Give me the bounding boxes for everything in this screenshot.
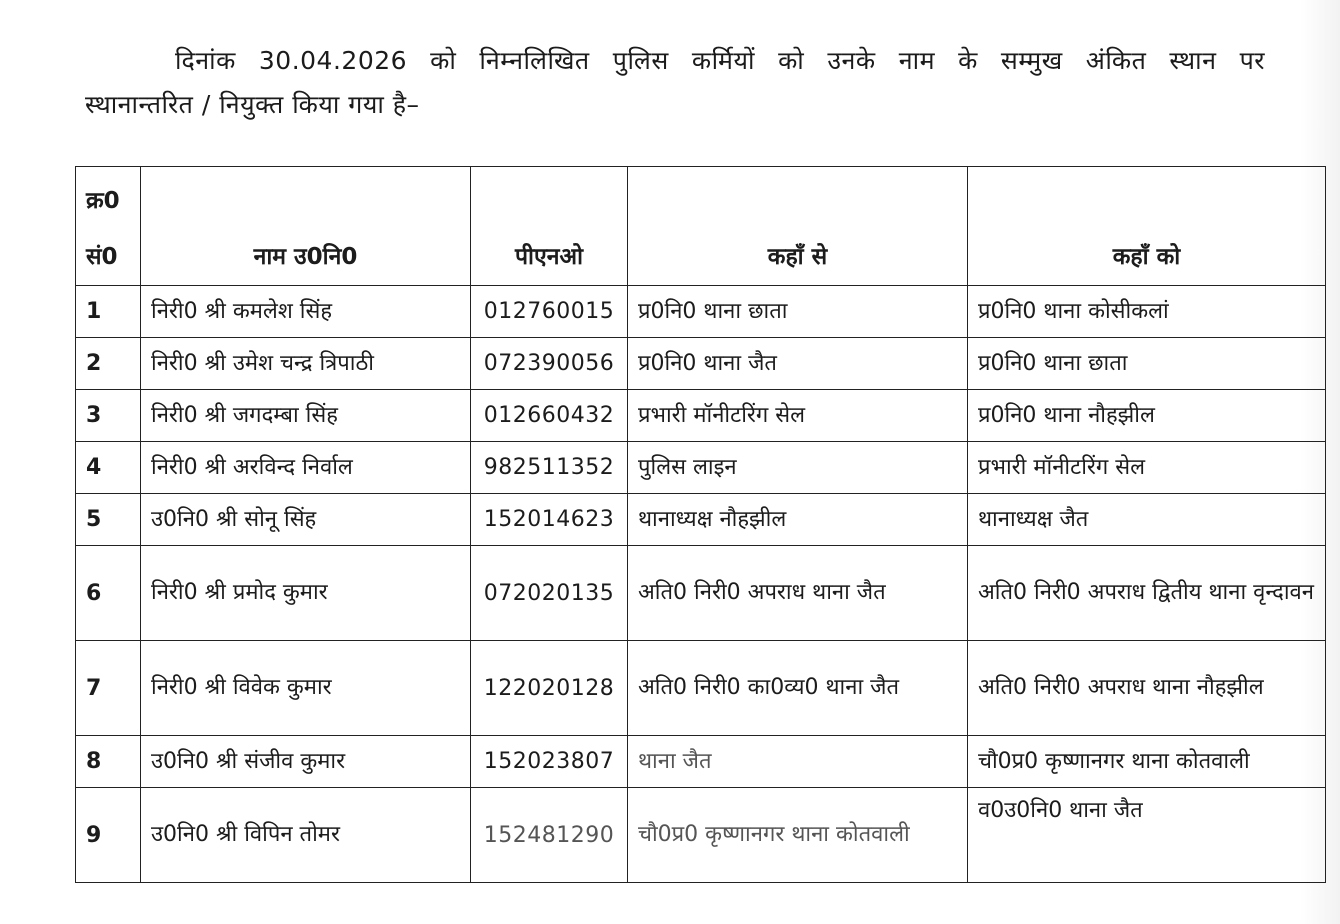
row-to: प्र0नि0 थाना नौहझील bbox=[968, 390, 1326, 442]
table-body bbox=[76, 286, 1326, 883]
table-row bbox=[76, 641, 1326, 736]
row-pno: 012660432 bbox=[471, 390, 628, 442]
row-from: थानाध्यक्ष नौहझील bbox=[628, 494, 968, 546]
row-name: उ0नि0 श्री विपिन तोमर bbox=[141, 788, 471, 883]
row-from: प्र0नि0 थाना छाता bbox=[628, 286, 968, 338]
row-name: निरी0 श्री जगदम्बा सिंह bbox=[141, 390, 471, 442]
row-serial-number: 5 bbox=[76, 494, 141, 546]
row-to: अति0 निरी0 अपराध द्वितीय थाना वृन्दावन bbox=[968, 546, 1326, 641]
row-pno: 152014623 bbox=[471, 494, 628, 546]
header-name: नाम उ0नि0 bbox=[141, 167, 471, 286]
row-to: व0उ0नि0 थाना जैत bbox=[968, 788, 1326, 883]
row-serial-number: 7 bbox=[76, 641, 141, 736]
row-name: निरी0 श्री विवेक कुमार bbox=[141, 641, 471, 736]
row-from: चौ0प्र0 कृष्णानगर थाना कोतवाली bbox=[628, 788, 968, 883]
header-pno: पीएनओ bbox=[471, 167, 628, 286]
row-name: निरी0 श्री प्रमोद कुमार bbox=[141, 546, 471, 641]
row-pno: 152023807 bbox=[471, 736, 628, 788]
row-serial-number: 8 bbox=[76, 736, 141, 788]
transfer-table bbox=[75, 166, 1326, 883]
header-to: कहाँ को bbox=[968, 167, 1326, 286]
row-from: प्र0नि0 थाना जैत bbox=[628, 338, 968, 390]
row-to: थानाध्यक्ष जैत bbox=[968, 494, 1326, 546]
row-pno: 072390056 bbox=[471, 338, 628, 390]
row-pno: 012760015 bbox=[471, 286, 628, 338]
row-pno: 072020135 bbox=[471, 546, 628, 641]
row-from: पुलिस लाइन bbox=[628, 442, 968, 494]
table-row bbox=[76, 442, 1326, 494]
row-from: थाना जैत bbox=[628, 736, 968, 788]
row-name: निरी0 श्री उमेश चन्द्र त्रिपाठी bbox=[141, 338, 471, 390]
header-serial-line2: सं0 bbox=[86, 244, 118, 270]
row-from: अति0 निरी0 का0व्य0 थाना जैत bbox=[628, 641, 968, 736]
row-pno: 122020128 bbox=[471, 641, 628, 736]
row-to: प्रभारी मॉनीटरिंग सेल bbox=[968, 442, 1326, 494]
row-name: निरी0 श्री अरविन्द निर्वाल bbox=[141, 442, 471, 494]
table-row bbox=[76, 390, 1326, 442]
row-to: चौ0प्र0 कृष्णानगर थाना कोतवाली bbox=[968, 736, 1326, 788]
header-serial-line1: क्र0 bbox=[86, 188, 120, 214]
row-serial-number: 4 bbox=[76, 442, 141, 494]
row-serial-number: 3 bbox=[76, 390, 141, 442]
row-serial-number: 2 bbox=[76, 338, 141, 390]
table-row bbox=[76, 788, 1326, 883]
table-row bbox=[76, 736, 1326, 788]
table-row bbox=[76, 494, 1326, 546]
row-name: निरी0 श्री कमलेश सिंह bbox=[141, 286, 471, 338]
row-from: अति0 निरी0 अपराध थाना जैत bbox=[628, 546, 968, 641]
row-serial-number: 1 bbox=[76, 286, 141, 338]
row-pno: 982511352 bbox=[471, 442, 628, 494]
row-name: उ0नि0 श्री सोनू सिंह bbox=[141, 494, 471, 546]
row-to: प्र0नि0 थाना छाता bbox=[968, 338, 1326, 390]
header-serial-number bbox=[76, 167, 141, 286]
row-pno: 152481290 bbox=[471, 788, 628, 883]
table-row bbox=[76, 286, 1326, 338]
table-header bbox=[76, 167, 1326, 286]
row-from: प्रभारी मॉनीटरिंग सेल bbox=[628, 390, 968, 442]
intro-paragraph-line2: स्थानान्तरित / नियुक्त किया गया है– bbox=[85, 90, 420, 119]
row-name: उ0नि0 श्री संजीव कुमार bbox=[141, 736, 471, 788]
row-to: प्र0नि0 थाना कोसीकलां bbox=[968, 286, 1326, 338]
row-serial-number: 9 bbox=[76, 788, 141, 883]
table-row bbox=[76, 338, 1326, 390]
header-from: कहाँ से bbox=[628, 167, 968, 286]
table-row bbox=[76, 546, 1326, 641]
row-to: अति0 निरी0 अपराध थाना नौहझील bbox=[968, 641, 1326, 736]
row-serial-number: 6 bbox=[76, 546, 141, 641]
intro-paragraph-line1: दिनांक 30.04.2026 को निम्नलिखित पुलिस कर्मियों को उनके नाम के सम्मुख अंकित स्थान पर bbox=[175, 46, 1265, 75]
